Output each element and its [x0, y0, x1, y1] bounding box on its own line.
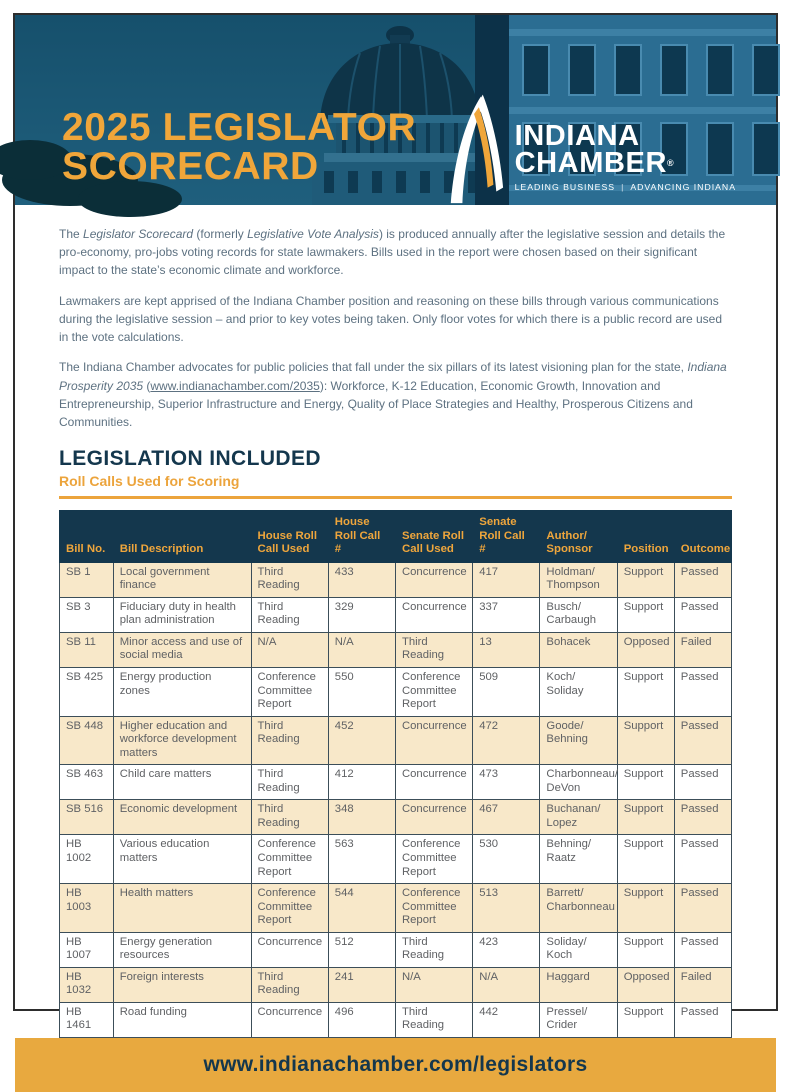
table-cell: Conference Committee Report — [251, 884, 328, 933]
table-cell: Concurrence — [395, 716, 472, 765]
table-cell: 241 — [328, 967, 395, 1002]
logo-tagline — [515, 182, 736, 192]
p3-text: ): Workforce, K-12 Education, Economic Growth, Innovation and Entrepreneurship, Superior Infrastructure and Energy, Quality of Place Strategies and Healthy, Prosperous Citizens and Communities. — [59, 378, 693, 430]
table-cell: N/​A — [395, 967, 472, 1002]
table-cell: Concurrence — [251, 932, 328, 967]
table-cell: Busch/​Carbaugh — [540, 597, 617, 632]
table-cell: 472 — [473, 716, 540, 765]
page-body — [15, 205, 776, 1038]
table-cell: Support — [617, 1002, 674, 1037]
scorecard-page — [13, 13, 778, 1077]
table-cell: Soliday/​Koch — [540, 932, 617, 967]
table-cell: 433 — [328, 562, 395, 597]
table-cell: 509 — [473, 667, 540, 716]
table-cell: Fiduciary duty in health plan administration — [113, 597, 251, 632]
table-cell: Pressel/​Crider — [540, 1002, 617, 1037]
table-cell: Opposed — [617, 632, 674, 667]
table-cell: Passed — [674, 835, 731, 884]
logo-text — [514, 119, 736, 192]
p1-italic-title: Legislator Scorecard — [83, 227, 194, 241]
table-cell: HB 1002 — [60, 835, 114, 884]
table-cell: Conference Committee Report — [251, 835, 328, 884]
table-row — [60, 932, 732, 967]
table-cell: 544 — [328, 884, 395, 933]
table-row — [60, 765, 732, 800]
table-cell: Passed — [674, 667, 731, 716]
table-cell: 512 — [328, 932, 395, 967]
table-cell: Koch/​Soliday — [540, 667, 617, 716]
table-cell: Concurrence — [395, 562, 472, 597]
tagline-left: LEADING BUSINESS — [514, 182, 616, 192]
table-cell: SB 1 — [60, 562, 114, 597]
table-cell: Support — [617, 765, 674, 800]
table-cell: 13 — [473, 632, 540, 667]
p1-text: The — [59, 227, 84, 241]
table-cell: Passed — [674, 932, 731, 967]
indiana-chamber-logo — [444, 85, 736, 205]
table-cell: 563 — [328, 835, 395, 884]
page-title-line2: SCORECARD — [62, 144, 319, 188]
roll-calls-subheading: Roll Calls Used for Scoring — [59, 473, 240, 490]
p1-italic-title: Legislative Vote Analysis — [247, 227, 379, 241]
table-cell: 337 — [473, 597, 540, 632]
table-cell: HB 1032 — [60, 967, 114, 1002]
intro-paragraph-1 — [59, 225, 732, 280]
footer-bar — [15, 1038, 776, 1092]
table-cell: Passed — [674, 884, 731, 933]
table-cell: 513 — [473, 884, 540, 933]
p3-text: The Indiana Chamber advocates for public policies that fall under the six pillars of its latest visioning plan for the state, — [59, 360, 688, 375]
table-cell: 473 — [473, 765, 540, 800]
column-header: Outcome — [674, 511, 731, 562]
table-cell: Energy generation resources — [113, 932, 251, 967]
table-cell: Third Reading — [251, 562, 328, 597]
table-cell: Holdman/​Thompson — [540, 562, 617, 597]
p1-text: ) is produced annually after the legislative session and details the pro-economy, pro-jobs voting records for state lawmakers. Bills used in the report were chosen based on their significant impact to the state’s economic climate and workforce. — [59, 227, 726, 278]
table-row — [60, 800, 732, 835]
table-cell: Buchanan/​Lopez — [540, 800, 617, 835]
table-cell: HB 1007 — [60, 932, 114, 967]
table-cell: 412 — [328, 765, 395, 800]
table-cell: Support — [617, 835, 674, 884]
table-cell: HB 1003 — [60, 884, 114, 933]
tagline-divider: | — [621, 182, 625, 192]
table-cell: 452 — [328, 716, 395, 765]
table-cell: Barrett/​Charbonneau — [540, 884, 617, 933]
table-cell: Third Reading — [251, 716, 328, 765]
table-cell: Energy production zones — [113, 667, 251, 716]
chamber-arch-icon — [444, 85, 506, 205]
table-cell: Passed — [674, 562, 731, 597]
table-cell: Passed — [674, 1002, 731, 1037]
table-cell: Goode/​Behning — [540, 716, 617, 765]
table-cell: 423 — [473, 932, 540, 967]
table-cell: Support — [617, 667, 674, 716]
table-cell: Various education matters — [113, 835, 251, 884]
table-cell: Support — [617, 884, 674, 933]
intro-paragraph-2: Lawmakers are kept apprised of the Indiana Chamber position and reasoning on these bills through various communications during the legislative session – and prior to key votes being taken. Only floor votes for which there is a public record are used in the vote calculations. — [59, 293, 723, 345]
table-cell: Third Reading — [395, 932, 472, 967]
table-cell: Conference Committee Report — [251, 667, 328, 716]
table-cell: SB 463 — [60, 765, 114, 800]
legislation-table — [59, 510, 732, 1038]
table-cell: Third Reading — [251, 967, 328, 1002]
page-title — [62, 106, 417, 188]
table-cell: Minor access and use of social media — [113, 632, 251, 667]
table-cell: Bohacek — [540, 632, 617, 667]
table-cell: Failed — [674, 967, 731, 1002]
table-cell: Third Reading — [251, 597, 328, 632]
table-cell: N/​A — [251, 632, 328, 667]
table-cell: Concurrence — [251, 1002, 328, 1037]
table-cell: Charbonneau/​DeVon — [540, 765, 617, 800]
table-cell: Foreign interests — [113, 967, 251, 1002]
table-cell: Support — [617, 597, 674, 632]
column-header: Senate Roll Call # — [473, 511, 540, 562]
table-row — [60, 884, 732, 933]
table-row — [60, 716, 732, 765]
table-cell: Third Reading — [251, 765, 328, 800]
prosperity-2035-link[interactable]: www.indianachamber.com/2035 — [150, 378, 320, 393]
table-row — [60, 1002, 732, 1037]
table-header-row — [60, 511, 732, 562]
table-cell: Support — [617, 932, 674, 967]
table-row — [60, 967, 732, 1002]
gold-divider — [59, 496, 732, 499]
column-header: Author/​Sponsor — [540, 511, 617, 562]
table-header — [60, 511, 732, 562]
table-cell: Third Reading — [251, 800, 328, 835]
table-row — [60, 597, 732, 632]
table-cell: Higher education and workforce development matters — [113, 716, 251, 765]
p3-text: ( — [143, 378, 151, 393]
table-cell: Failed — [674, 632, 731, 667]
page-title-line1: 2025 LEGISLATOR — [62, 106, 417, 149]
header-banner — [15, 15, 776, 205]
table-cell: 442 — [473, 1002, 540, 1037]
p3-italic-title: Indiana Prosperity 2035 — [59, 360, 727, 393]
table-cell: Opposed — [617, 967, 674, 1002]
logo-wordmark — [514, 119, 736, 180]
table-cell: Local government finance — [113, 562, 251, 597]
table-cell: Passed — [674, 800, 731, 835]
table-cell: Concurrence — [395, 800, 472, 835]
table-cell: Concurrence — [395, 597, 472, 632]
table-cell: 329 — [328, 597, 395, 632]
table-cell: 496 — [328, 1002, 395, 1037]
table-cell: Child care matters — [113, 765, 251, 800]
table-cell: Conference Committee Report — [395, 835, 472, 884]
logo-line2: CHAMBER — [514, 147, 667, 180]
table-cell: SB 3 — [60, 597, 114, 632]
p1-text: (formerly — [193, 227, 248, 241]
table-body — [60, 562, 732, 1037]
table-cell: SB 448 — [60, 716, 114, 765]
table-cell: Third Reading — [395, 632, 472, 667]
column-header: House Roll Call Used — [251, 511, 328, 562]
table-cell: Passed — [674, 597, 731, 632]
tagline-right: ADVANCING INDIANA — [630, 182, 736, 192]
registered-mark: ® — [667, 158, 675, 169]
table-cell: HB 1461 — [60, 1002, 114, 1037]
column-header: Position — [617, 511, 674, 562]
table-cell: 530 — [473, 835, 540, 884]
table-cell: 348 — [328, 800, 395, 835]
table-cell: Passed — [674, 716, 731, 765]
table-cell: Road funding — [113, 1002, 251, 1037]
table-cell: Health matters — [113, 884, 251, 933]
column-header: House Roll Call # — [328, 511, 395, 562]
table-cell: Behning/​Raatz — [540, 835, 617, 884]
table-cell: Haggard — [540, 967, 617, 1002]
table-cell: SB 425 — [60, 667, 114, 716]
table-cell: Economic development — [113, 800, 251, 835]
table-row — [60, 835, 732, 884]
table-cell: SB 11 — [60, 632, 114, 667]
column-header: Senate Roll Call Used — [395, 511, 472, 562]
table-row — [60, 667, 732, 716]
column-header: Bill No. — [60, 511, 114, 562]
table-cell: Passed — [674, 765, 731, 800]
table-cell: SB 516 — [60, 800, 114, 835]
table-cell: Support — [617, 716, 674, 765]
table-cell: Concurrence — [395, 765, 472, 800]
table-cell: N/​A — [328, 632, 395, 667]
table-cell: 467 — [473, 800, 540, 835]
column-header: Bill Description — [113, 511, 251, 562]
table-cell: N/​A — [473, 967, 540, 1002]
table-cell: 417 — [473, 562, 540, 597]
table-cell: Conference Committee Report — [395, 884, 472, 933]
table-row — [60, 632, 732, 667]
table-cell: Support — [617, 800, 674, 835]
intro-paragraph-3 — [59, 358, 732, 431]
logo-line1: INDIANA — [514, 119, 640, 152]
table-cell: Support — [617, 562, 674, 597]
table-cell: Conference Committee Report — [395, 667, 472, 716]
footer-url[interactable]: www.indianachamber.com/legislators — [203, 1053, 588, 1077]
legislation-included-heading: LEGISLATION INCLUDED — [59, 447, 321, 471]
table-cell: Third Reading — [395, 1002, 472, 1037]
table-cell: 550 — [328, 667, 395, 716]
table-row — [60, 562, 732, 597]
